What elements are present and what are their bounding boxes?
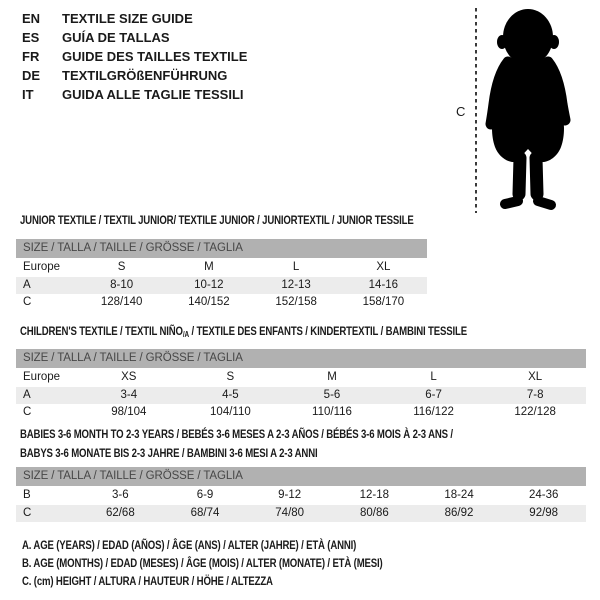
title-pre: BABYS 3-6 MONATE BIS 2-3 JAHRE / BAMBINI 3-6 MESI A 2-3 ANNI bbox=[20, 445, 318, 460]
size-cell: 128/140 bbox=[100, 296, 143, 308]
language-row bbox=[22, 47, 247, 66]
language-label: TEXTILE SIZE GUIDE bbox=[62, 11, 193, 26]
size-cell: 80/86 bbox=[359, 506, 389, 519]
section-title-text bbox=[20, 213, 414, 232]
table-row bbox=[16, 505, 586, 523]
title-pre: BABIES 3-6 MONTH TO 2-3 YEARS / BEBÉS 3-6 MESES A 2-3 AÑOS / BÉBÉS 3-6 MOIS À 2-3 ANS / bbox=[20, 427, 453, 441]
title-sub: /A bbox=[182, 330, 189, 339]
size-cell: 86/92 bbox=[444, 506, 474, 519]
size-cell: XS bbox=[121, 371, 137, 383]
size-cell: 12-13 bbox=[281, 278, 311, 291]
children-section-title bbox=[20, 324, 579, 343]
size-cell: 68/74 bbox=[190, 506, 220, 519]
size-cell: XL bbox=[528, 371, 543, 383]
size-header-bar: SIZE / TALLA / TAILLE / GRÖSSE / TAGLIA bbox=[16, 349, 586, 368]
size-cell: 98/104 bbox=[111, 406, 147, 418]
table-row bbox=[16, 277, 427, 295]
table-row bbox=[16, 369, 586, 387]
size-cell: XL bbox=[376, 261, 391, 273]
language-row bbox=[22, 85, 247, 104]
junior-section-title bbox=[20, 213, 512, 232]
size-cell: 140/152 bbox=[188, 296, 230, 308]
section-title-text bbox=[20, 427, 453, 446]
table-row bbox=[16, 387, 586, 405]
size-cell: 14-16 bbox=[368, 278, 399, 291]
children-size-table bbox=[16, 349, 586, 422]
size-cell: 9-12 bbox=[278, 489, 302, 501]
language-row bbox=[22, 9, 247, 28]
size-cell: M bbox=[204, 261, 214, 273]
size-header-bar: SIZE / TALLA / TAILLE / GRÖSSE / TAGLIA bbox=[16, 239, 427, 258]
title-pre: CHILDREN'S TEXTILE / TEXTIL NIÑO bbox=[20, 324, 183, 338]
size-cell: 10-12 bbox=[194, 278, 224, 291]
section-title-line bbox=[20, 324, 579, 343]
row-label: Europe bbox=[23, 261, 61, 273]
language-code: ES bbox=[22, 30, 40, 45]
size-cell: 116/122 bbox=[413, 406, 454, 418]
size-cell: 62/68 bbox=[105, 506, 135, 519]
title-post: / TEXTILE DES ENFANTS / KINDERTEXTIL / BAMBINI TESSILE bbox=[188, 324, 467, 338]
size-cell: 74/80 bbox=[275, 506, 305, 519]
legend-note-text: A. AGE (YEARS) / EDAD (AÑOS) / ÂGE (ANS) / ALTER (JAHRE) / ETÀ (ANNI) bbox=[22, 538, 357, 552]
row-label: B bbox=[23, 489, 31, 501]
language-row bbox=[22, 28, 247, 47]
size-cell: 24-36 bbox=[528, 489, 559, 501]
language-label: TEXTILGRÖßENFÜHRUNG bbox=[62, 68, 228, 83]
language-label: GUÍA DE TALLAS bbox=[62, 30, 170, 45]
toddler-silhouette-icon bbox=[482, 8, 574, 214]
size-cell: 7-8 bbox=[526, 388, 544, 401]
size-cell: 4-5 bbox=[222, 388, 239, 401]
legend-note-line bbox=[22, 554, 473, 572]
language-row bbox=[22, 66, 247, 85]
size-cell: S bbox=[226, 371, 235, 383]
size-cell: 158/170 bbox=[362, 296, 405, 308]
table-row bbox=[16, 294, 427, 312]
height-c-label: C bbox=[456, 104, 466, 119]
legend-notes bbox=[22, 536, 473, 590]
size-cell: 110/116 bbox=[312, 406, 352, 418]
section-title-line bbox=[20, 213, 512, 232]
size-cell: 92/98 bbox=[529, 506, 559, 519]
size-cell: 8-10 bbox=[110, 278, 134, 291]
legend-note-text: C. (cm) HEIGHT / ALTURA / HAUTEUR / HÖHE / ALTEZZA bbox=[22, 574, 273, 588]
babies-section-title bbox=[20, 427, 561, 464]
legend-note-line bbox=[22, 536, 473, 554]
title-pre: JUNIOR TEXTILE / TEXTIL JUNIOR/ TEXTILE JUNIOR / JUNIORTEXTIL / JUNIOR TESSILE bbox=[20, 213, 414, 227]
row-label: A bbox=[23, 388, 31, 401]
section-title-text bbox=[20, 324, 467, 343]
legend-note-line bbox=[22, 572, 473, 590]
table-row bbox=[16, 487, 586, 505]
language-code: DE bbox=[22, 68, 41, 83]
language-code: IT bbox=[22, 87, 34, 102]
height-dotted-line bbox=[475, 8, 477, 213]
size-cell: 6-9 bbox=[196, 489, 214, 501]
language-code: FR bbox=[22, 49, 40, 64]
language-code: EN bbox=[22, 11, 41, 26]
section-title-line bbox=[20, 427, 561, 446]
legend-note-text: B. AGE (MONTHS) / EDAD (MESES) / ÂGE (MOIS) / ALTER (MONATE) / ETÀ (MESI) bbox=[22, 556, 383, 570]
section-title-text bbox=[20, 446, 317, 465]
section-title-line bbox=[20, 446, 561, 465]
table-row bbox=[16, 259, 427, 277]
size-cell: 12-18 bbox=[359, 489, 390, 501]
row-label: Europe bbox=[23, 371, 61, 383]
size-cell: S bbox=[117, 261, 126, 273]
table-row bbox=[16, 404, 586, 422]
row-label: C bbox=[23, 506, 32, 519]
size-cell: 3-4 bbox=[120, 388, 138, 401]
row-label: A bbox=[23, 278, 31, 291]
size-cell: 6-7 bbox=[425, 388, 442, 401]
size-cell: 5-6 bbox=[323, 388, 341, 401]
size-cell: 152/158 bbox=[275, 296, 317, 308]
junior-size-table bbox=[16, 239, 427, 312]
row-label: C bbox=[23, 296, 32, 308]
size-cell: L bbox=[292, 261, 300, 273]
size-cell: L bbox=[430, 371, 437, 383]
size-cell: 18-24 bbox=[444, 489, 474, 501]
size-cell: M bbox=[327, 371, 337, 383]
size-cell: 104/110 bbox=[210, 406, 251, 418]
size-header-bar: SIZE / TALLA / TAILLE / GRÖSSE / TAGLIA bbox=[16, 467, 586, 486]
language-label: GUIDA ALLE TAGLIE TESSILI bbox=[62, 87, 244, 102]
language-label: GUIDE DES TAILLES TEXTILE bbox=[62, 49, 248, 64]
size-cell: 3-6 bbox=[112, 489, 129, 501]
size-cell: 122/128 bbox=[514, 406, 556, 418]
row-label: C bbox=[23, 406, 32, 418]
language-list bbox=[22, 9, 247, 104]
babies-size-table bbox=[16, 467, 586, 522]
